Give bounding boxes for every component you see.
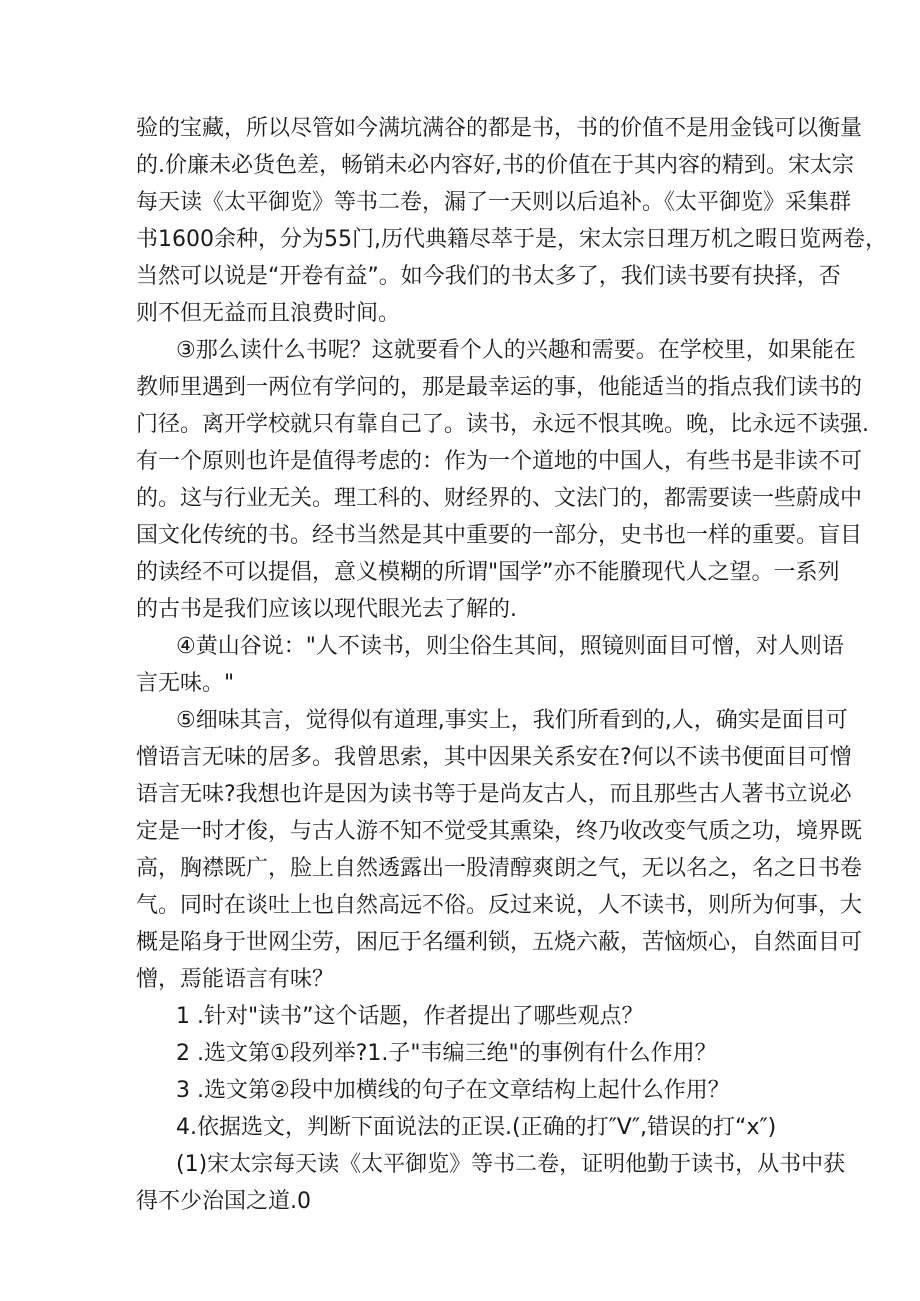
paragraph-5-line-3: 语言无味?我想也许是因为读书等于是尚友古人，而且那些古人著书立说必 xyxy=(136,782,852,807)
question-1: 1 .针对"读书”这个话题，作者提出了哪些观点？ xyxy=(176,1004,644,1029)
paragraph-3-line-7: 的读经不可以提倡，意义模糊的所谓"国学”亦不能賸现代人之望。一系列 xyxy=(136,560,840,585)
paragraph-5-line-6: 气。同时在谈吐上也自然高远不俗。反过来说，人不读书，则所为何事，大 xyxy=(136,893,863,918)
sub-question-1-line-1: (1)宋太宗每天读《太平御览》等书二卷，证明他勤于读书，从书中获 xyxy=(176,1152,846,1177)
paragraph-5-line-2: 憎语言无味的居多。我曾思索，其中因果关系安在?何以不读书便面目可憎 xyxy=(136,745,852,770)
paragraph-3-line-3: 门径。离开学校就只有靠自己了。读书，永远不恨其晚。晚，比永远不读强. xyxy=(136,412,869,437)
paragraph-2-line-3: 每天读《太平御览》等书二卷，漏了一天则以后追补。《太平御览》采集群 xyxy=(136,190,852,215)
paragraph-2-line-2: 的.价廉未必货色差，畅销未必内容好,书的价值在于其内容的精到。宋太宗 xyxy=(136,153,854,178)
paragraph-2-line-6: 则不但无益而且浪费时间。 xyxy=(136,301,401,326)
paragraph-2-line-4: 书1600余种，分为55门,历代典籍尽萃于是，宋太宗日理万机之暇日览两卷， xyxy=(136,227,887,252)
paragraph-3-line-5: 的。这与行业无关。理工科的、财经界的、文法门的，都需要读一些蔚成中 xyxy=(136,486,863,511)
question-3: 3 .选文第②段中加横线的句子在文章结构上起什么作用？ xyxy=(176,1078,730,1103)
paragraph-3-line-1: ③那么读什么书呢？这就要看个人的兴趣和需要。在学校里，如果能在 xyxy=(176,338,856,363)
paragraph-3-line-2: 教师里遇到一两位有学问的，那是最幸运的事，他能适当的指点我们读书的 xyxy=(136,375,863,400)
sub-question-1-line-2: 得不少治国之道.0 xyxy=(136,1189,311,1214)
paragraph-3-line-4: 有一个原则也许是值得考虑的：作为一个道地的中国人，有些书是非读不可 xyxy=(136,449,863,474)
paragraph-5-line-1: ⑤细味其言，觉得似有道理,事实上，我们所看到的,人，确实是面目可 xyxy=(176,708,848,733)
paragraph-5-line-5: 高，胸襟既广，脸上自然透露出一股清醇爽朗之气，无以名之，名之日书卷 xyxy=(136,856,863,881)
paragraph-5-line-4: 定是一时才俊，与古人游不知不觉受其熏染，终乃收改变气质之功，境界既 xyxy=(136,819,863,844)
paragraph-5-line-8: 憎，焉能语言有味？ xyxy=(136,967,335,992)
question-4: 4.依据选文，判断下面说法的正误.(正确的打″V″,错误的打“x″) xyxy=(176,1115,777,1140)
paragraph-2-line-1: 验的宝藏，所以尽管如今满坑满谷的都是书，书的价值不是用金钱可以衡量 xyxy=(136,116,863,141)
question-2: 2 .选文第①段列举?1.子"韦编三绝"的事例有什么作用？ xyxy=(176,1041,717,1066)
paragraph-2-line-5: 当然可以说是“开卷有益”。如今我们的书太多了，我们读书要有抉择，否 xyxy=(136,264,841,289)
paragraph-4-line-2: 言无味。" xyxy=(136,671,235,696)
paragraph-3-line-6: 国文化传统的书。经书当然是其中重要的一部分，史书也一样的重要。盲目 xyxy=(136,523,863,548)
paragraph-4-line-1: ④黄山谷说："人不读书，则尘俗生其间，照镜则面目可憎，对人则语 xyxy=(176,634,844,659)
paragraph-3-line-8: 的古书是我们应该以现代眼光去了解的. xyxy=(136,597,517,622)
paragraph-5-line-7: 概是陷身于世网尘劳，困厄于名缰利锁，五烧六蔽，苦恼烦心，自然面目可 xyxy=(136,930,863,955)
